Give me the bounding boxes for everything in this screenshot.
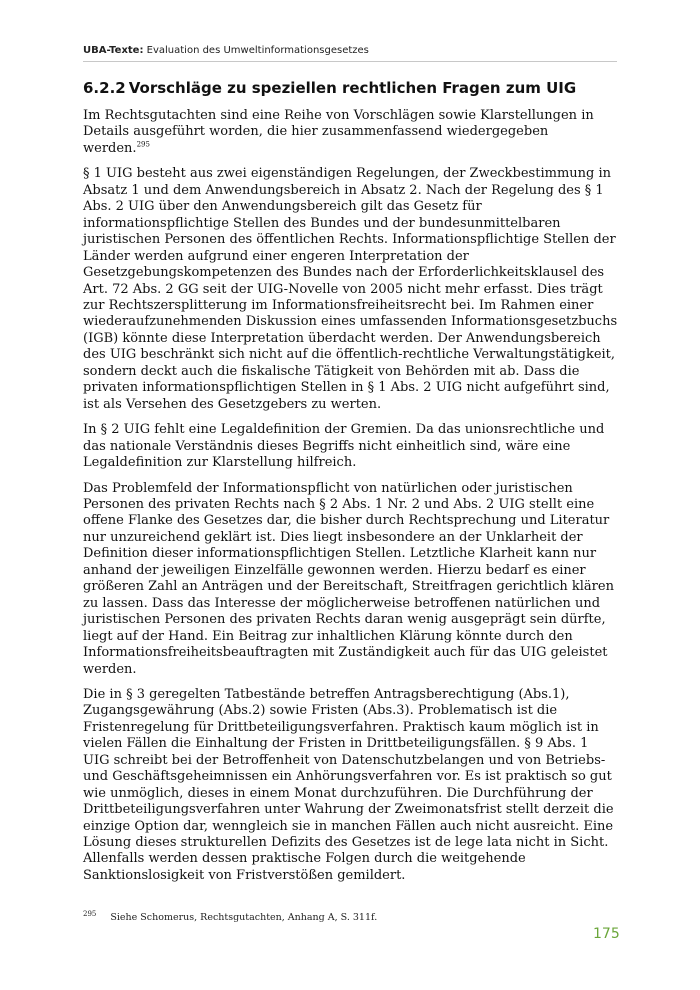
text-line: sondern deckt auch die fiskalische Tätigkeit von Behörden mit ab. Dass die xyxy=(83,363,580,379)
text-line: Im Rechtsgutachten sind eine Reihe von Vorschlägen sowie Klarstellungen in xyxy=(83,108,594,123)
text-line: privaten informationspflichtigen Stellen in § 1 Abs. 2 UIG nicht aufgeführt sind, xyxy=(83,380,610,396)
text-line: Länder werden aufgrund einer engeren Interpretation der xyxy=(83,248,469,264)
footnote-number: 295 xyxy=(83,910,97,918)
text-line: juristischen Personen des privaten Rechts daran wenig ausgeprägt sein dürfte, xyxy=(83,612,606,628)
paragraph xyxy=(83,687,619,884)
text-line: Art. 72 Abs. 2 GG seit der UIG-Novelle von 2005 nicht mehr erfasst. Dies trägt xyxy=(83,281,603,297)
text-line: anhand der jeweiligen Einzelfälle gewonnen werden. Hierzu bedarf es einer xyxy=(83,562,586,578)
text-line: wie unmöglich, dieses in einem Monat durchzuführen. Die Durchführung der xyxy=(83,785,593,801)
text-line: einzige Option dar, wenngleich sie in manchen Fällen auch nicht ausreicht. Eine xyxy=(83,818,614,834)
text-line: Zugangsgewährung (Abs.2) sowie Fristen (Abs.3). Problematisch ist die xyxy=(83,703,558,719)
text-line: Definition dieser informationspflichtigen Stellen. Letztliche Klarheit kann nur xyxy=(83,546,597,562)
page-number: 175 xyxy=(593,926,620,942)
section-heading xyxy=(83,79,576,97)
text-line: größeren Zahl an Anträgen und der Bereitschaft, Streitfragen gerichtlich klären xyxy=(83,579,614,595)
text-line: Die in § 3 geregelten Tatbestände betreffen Antragsberechtigung (Abs.1), xyxy=(83,686,570,702)
footnote-reference[interactable]: 295 xyxy=(136,140,150,149)
text-line: UIG schreibt bei der Betroffenheit von Datenschutzbelangen und von Betriebs- xyxy=(83,752,606,768)
text-line: Details ausgeführt worden, die hier zusammenfassend wiedergegeben xyxy=(83,124,549,140)
text-line: und Geschäftsgeheimnissen ein Anhörungsverfahren vor. Es ist praktisch so gut xyxy=(83,769,612,785)
text-line: das nationale Verständnis dieses Begriffs nicht einheitlich sind, wäre eine xyxy=(83,438,571,454)
running-header xyxy=(83,45,617,62)
text-line: Fristenregelung für Drittbeteiligungsverfahren. Praktisch kaum möglich ist in xyxy=(83,719,599,735)
paragraph xyxy=(83,481,619,678)
text-line: § 1 UIG besteht aus zwei eigenständigen Regelungen, der Zweckbestimmung in xyxy=(83,166,611,182)
text-line: Das Problemfeld der Informationspflicht von natürlichen oder juristischen xyxy=(83,480,573,496)
section-title: Vorschläge zu speziellen rechtlichen Fragen zum UIG xyxy=(128,79,577,97)
text-line: Legaldefinition zur Klarstellung hilfreich. xyxy=(83,455,357,471)
text-line: informationspflichtige Stellen des Bundes und der bundesunmittelbaren xyxy=(83,215,561,231)
text-line: Absatz 1 und dem Anwendungsbereich in Absatz 2. Nach der Regelung des § 1 xyxy=(83,182,604,198)
header-title: Evaluation des Umweltinformationsgesetzes xyxy=(146,45,369,56)
header-series: UBA-Texte: xyxy=(83,45,144,56)
text-line: Gesetzgebungskompetenzen des Bundes nach der Erforderlichkeitsklausel des xyxy=(83,265,605,281)
text-line: zur Rechtszersplitterung im Informationsfreiheitsrecht bei. Im Rahmen einer xyxy=(83,297,594,313)
text-line: Drittbeteiligungsverfahren unter Wahrung der Zweimonatsfrist stellt derzeit die xyxy=(83,802,614,818)
text-line: Sanktionslosigkeit von Fristverstößen gemildert. xyxy=(83,867,406,883)
paragraph xyxy=(83,422,619,471)
text-line: Allenfalls werden dessen praktische Folgen durch die weitgehende xyxy=(83,851,526,867)
text-line: Personen des privaten Rechts nach § 2 Abs. 1 Nr. 2 und Abs. 2 UIG stellt eine xyxy=(83,496,595,512)
text-line: juristischen Personen des öffentlichen Rechts. Informationspflichtige Stellen der xyxy=(83,232,616,248)
text-line: zu lassen. Dass das Interesse der möglicherweise betroffenen natürlichen und xyxy=(83,595,601,611)
text-line: nur unzureichend geklärt ist. Dies liegt insbesondere an der Unklarheit der xyxy=(83,529,583,545)
text-line: Lösung dieses strukturellen Defizits des Gesetzes ist de lege lata nicht in Sicht. xyxy=(83,835,609,851)
text-line: des UIG beschränkt sich nicht auf die öffentlich-rechtliche Verwaltungstätigkeit, xyxy=(83,347,616,363)
text-line: vielen Fällen die Einhaltung der Fristen in Drittbeteiligungsfällen. § 9 Abs. 1 xyxy=(83,736,589,752)
text-line: werden. xyxy=(83,661,137,677)
text-line: wiederaufzunehmenden Diskussion eines umfassenden Informationsgesetzbuchs xyxy=(83,314,618,330)
text-line: offene Flanke des Gesetzes dar, die bisher durch Rechtsprechung und Literatur xyxy=(83,513,610,529)
text-line: ist als Versehen des Gesetzgebers zu werten. xyxy=(83,396,382,412)
paragraph xyxy=(83,166,619,413)
footnote xyxy=(83,910,377,923)
footnote-text: Siehe Schomerus, Rechtsgutachten, Anhang A, S. 311f. xyxy=(110,912,378,924)
text-line: Abs. 2 UIG über den Anwendungsbereich gilt das Gesetz für xyxy=(83,199,482,215)
text-line: werden. xyxy=(83,140,137,156)
text-line: In § 2 UIG fehlt eine Legaldefinition der Gremien. Da das unionsrechtliche und xyxy=(83,422,605,438)
paragraph xyxy=(83,108,619,157)
body-text xyxy=(83,108,619,893)
text-line: (IGB) könnte diese Interpretation überdacht werden. Der Anwendungsbereich xyxy=(83,330,601,346)
section-number: 6.2.2 xyxy=(83,79,126,97)
text-line: Informationsfreiheitsbeauftragten mit Zuständigkeit auch für das UIG geleistet xyxy=(83,645,608,661)
text-line: liegt auf der Hand. Ein Beitrag zur inhaltlichen Klärung könnte durch den xyxy=(83,628,573,644)
